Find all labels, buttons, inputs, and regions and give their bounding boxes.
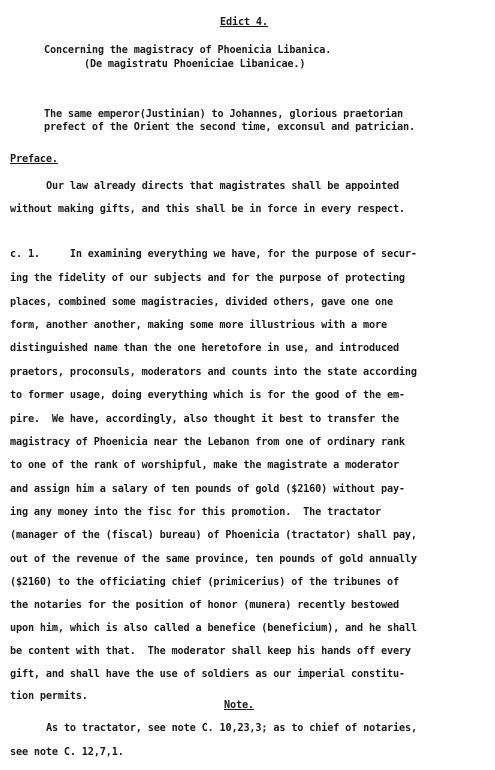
heading-line-2: (De magistratu Phoeniciae Libanicae.) [84, 59, 306, 70]
edict-title: Edict 4. [220, 17, 268, 28]
section-line: magistracy of Phoenicia near the Lebanon from one of ordinary rank [10, 437, 405, 448]
heading-line-1: Concerning the magistracy of Phoenicia Libanica. [44, 45, 332, 56]
section-line: gift, and shall have the use of soldiers as our imperial constitu- [10, 669, 405, 680]
address-line-2: prefect of the Orient the second time, exconsul and patrician. [44, 122, 415, 133]
section-line: ing the fidelity of our subjects and for the purpose of protecting [10, 273, 405, 284]
section-line: places, combined some magistracies, divided others, gave one one [10, 297, 393, 308]
section-line: be content with that. The moderator shall keep his hands off every [10, 646, 411, 657]
note-label: Note. [224, 700, 254, 711]
section-line: (manager of the (fiscal) bureau) of Phoenicia (tractator) shall pay, [10, 530, 417, 541]
preface-line-2: without making gifts, and this shall be in force in every respect. [10, 204, 405, 215]
section-line: praetors, proconsuls, moderators and counts into the state according [10, 367, 417, 378]
section-line: to former usage, doing everything which is for the good of the em- [10, 390, 405, 401]
section-line: the notaries for the position of honor (munera) recently bestowed [10, 600, 399, 611]
section-line: ($2160) to the officiating chief (primicerius) of the tribunes of [10, 577, 399, 588]
section-line: c. 1. In examining everything we have, for the purpose of secur- [10, 249, 417, 260]
section-line: form, another another, making some more illustrious with a more [10, 320, 387, 331]
section-line: pire. We have, accordingly, also thought it best to transfer the [10, 414, 399, 425]
address-line-1: The same emperor(Justinian) to Johannes, glorious praetorian [44, 109, 404, 120]
preface-line-1: Our law already directs that magistrates shall be appointed [46, 181, 400, 192]
section-line: to one of the rank of worshipful, make the magistrate a moderator [10, 460, 399, 471]
note-line-2: see note C. 12,7,1. [10, 747, 124, 758]
section-line: and assign him a salary of ten pounds of gold ($2160) without pay- [10, 484, 405, 495]
section-line: tion permits. [10, 691, 88, 702]
section-line: upon him, which is also called a benefice (beneficium), and he shall [10, 623, 417, 634]
section-line: distinguished name than the one heretofore in use, and introduced [10, 343, 399, 354]
section-line: ing any money into the fisc for this promotion. The tractator [10, 507, 381, 518]
section-line: out of the revenue of the same province, ten pounds of gold annually [10, 554, 417, 565]
note-line-1: As to tractator, see note C. 10,23,3; as to chief of notaries, [46, 723, 417, 734]
preface-label: Preface. [10, 154, 58, 165]
